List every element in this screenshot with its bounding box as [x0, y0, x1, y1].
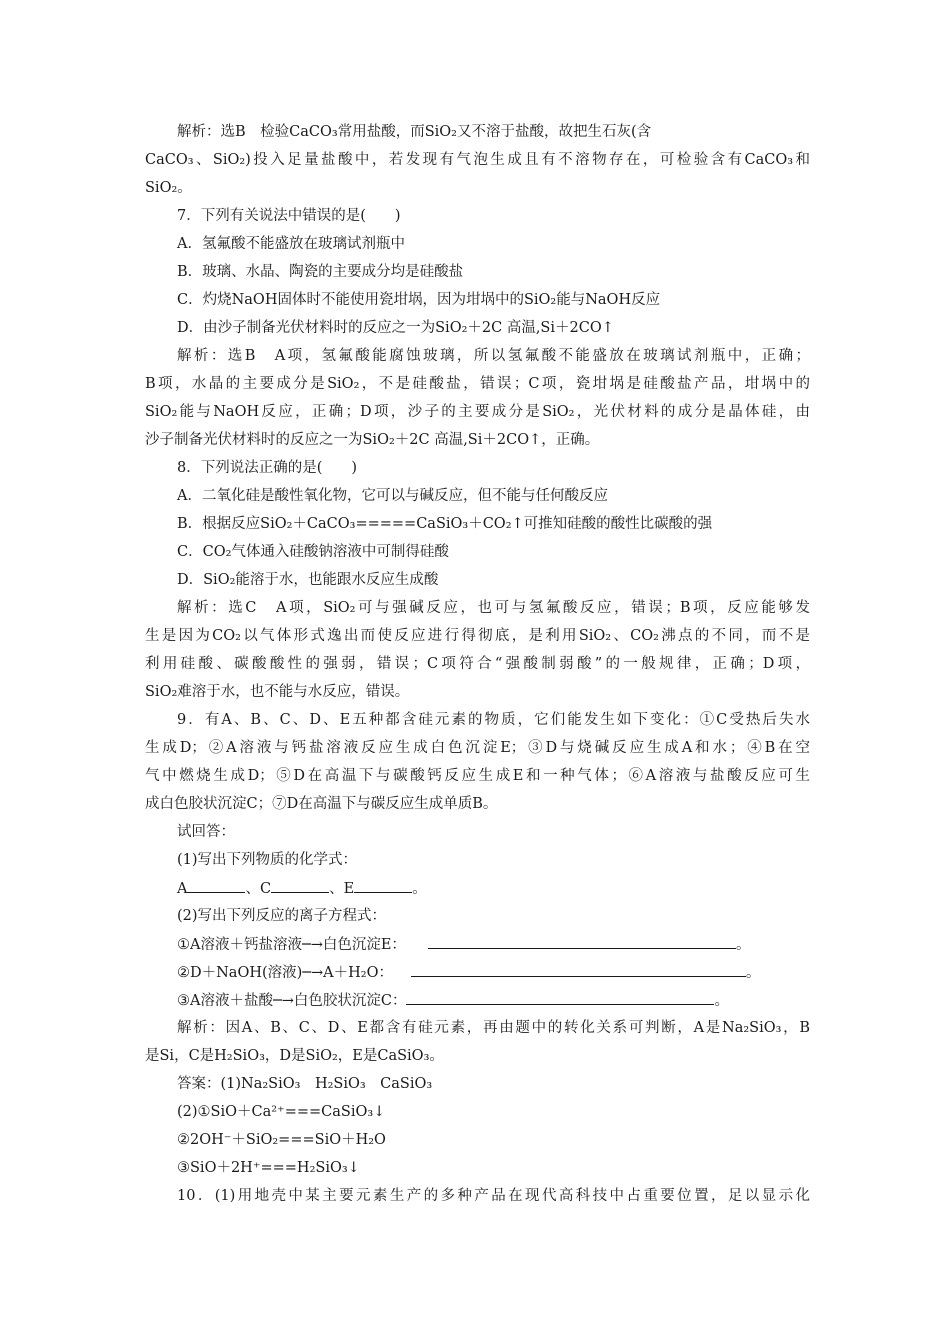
option-d: D．SiO₂能溶于水，也能跟水反应生成酸: [177, 572, 439, 588]
option-d: D．由沙子制备光伏材料时的反应之一为SiO₂＋2C 高温,Si＋2CO↑: [177, 320, 614, 336]
period: 。: [714, 993, 729, 1009]
equation-fill-line-1: [177, 934, 810, 955]
answer-blank-c[interactable]: [271, 878, 329, 893]
text-line: 沙子制备光伏材料时的反应之一为SiO₂＋2C 高温,Si＋2CO↑，正确。: [145, 432, 600, 448]
text-line: 成白色胶状沉淀C；⑦D在高温下与碳反应生成单质B。: [145, 796, 498, 812]
question-7-stem: 7．下列有关说法中错误的是( ): [177, 208, 401, 224]
text-line: SiO₂能与NaOH反应，正确；D项，沙子的主要成分是SiO₂，光伏材料的成分是晶体硅，由: [145, 404, 810, 420]
fill-label-a: A: [177, 881, 188, 897]
sub-question-2: (2)写出下列反应的离子方程式：: [177, 908, 387, 924]
text-line: 解析：选B A项，氢氟酸能腐蚀玻璃，所以氢氟酸不能盛放在玻璃试剂瓶中，正确；: [177, 348, 810, 364]
answer-line: (2)①SiO＋Ca²⁺===CaSiO₃↓: [177, 1104, 386, 1120]
text-line: 试回答：: [177, 824, 235, 840]
answer-line: 答案：(1)Na₂SiO₃ H₂SiO₃ CaSiO₃: [177, 1076, 433, 1092]
equation-label: ③A溶液＋盐酸─→白色胶状沉淀C：: [177, 993, 407, 1009]
fill-label-c: 、C: [245, 881, 272, 897]
option-c: C．CO₂气体通入硅酸钠溶液中可制得硅酸: [177, 544, 449, 560]
option-b: B．玻璃、水晶、陶瓷的主要成分均是硅酸盐: [177, 264, 464, 280]
text-line: 解析：选B 检验CaCO₃常用盐酸，而SiO₂又不溶于盐酸，故把生石灰(含: [177, 124, 652, 140]
text-line: 生成D；②A溶液与钙盐溶液反应生成白色沉淀E；③D与烧碱反应生成A和水；④B在空: [145, 740, 810, 756]
text-line: 解析：选C A项，SiO₂可与强碱反应，也可与氢氟酸反应，错误；B项，反应能够发: [177, 600, 810, 616]
period: 。: [746, 965, 761, 981]
text-line: B项，水晶的主要成分是SiO₂，不是硅酸盐，错误；C项，瓷坩埚是硅酸盐产品，坩埚中的: [145, 376, 810, 392]
text-line: 是Si，C是H₂SiO₃，D是SiO₂，E是CaSiO₃。: [145, 1048, 444, 1064]
text-line: 气中燃烧生成D；⑤D在高温下与碳酸钙反应生成E和一种气体；⑥A溶液与盐酸反应可生: [145, 768, 810, 784]
answer-blank-equation-2[interactable]: [411, 962, 746, 977]
option-a: A．氢氟酸不能盛放在玻璃试剂瓶中: [177, 236, 405, 252]
period: 。: [735, 937, 751, 953]
answer-blank-equation-3[interactable]: [406, 990, 714, 1005]
text-line: SiO₂难溶于水，也不能与水反应，错误。: [145, 684, 410, 700]
answer-blank-equation-1[interactable]: [428, 934, 736, 949]
period: 。: [412, 881, 427, 897]
answer-blank-a[interactable]: [187, 878, 245, 893]
sub-question-1: (1)写出下列物质的化学式：: [177, 852, 358, 868]
equation-label: ②D＋NaOH(溶液)─→A＋H₂O：: [177, 965, 393, 981]
equation-fill-line-3: [177, 990, 810, 1011]
text-line: SiO₂。: [145, 180, 192, 196]
equation-fill-line-2: [177, 962, 810, 983]
answer-line: ②2OH⁻＋SiO₂===SiO＋H₂O: [177, 1132, 386, 1148]
text-line: CaCO₃、SiO₂)投入足量盐酸中，若发现有气泡生成且有不溶物存在，可检验含有CaCO₃和: [145, 152, 810, 168]
question-9-stem: 9．有A、B、C、D、E五种都含硅元素的物质，它们能发生如下变化：①C受热后失水: [177, 712, 810, 728]
text-line: 生是因为CO₂以气体形式逸出而使反应进行得彻底，是利用SiO₂、CO₂沸点的不同，而不是: [145, 628, 810, 644]
formula-fill-line: [177, 878, 810, 899]
option-c: C．灼烧NaOH固体时不能使用瓷坩埚，因为坩埚中的SiO₂能与NaOH反应: [177, 292, 661, 308]
option-a: A．二氧化硅是酸性氧化物，它可以与碱反应，但不能与任何酸反应: [177, 488, 608, 504]
option-b: B．根据反应SiO₂＋CaCO₃=====CaSiO₃＋CO₂↑可推知硅酸的酸性比碳酸的强: [177, 516, 713, 532]
question-10-stem: 10．(1)用地壳中某主要元素生产的多种产品在现代高科技中占重要位置，足以显示化: [177, 1188, 810, 1204]
text-line: 解析：因A、B、C、D、E都含有硅元素，再由题中的转化关系可判断，A是Na₂SiO₃，B: [177, 1020, 810, 1036]
answer-blank-e[interactable]: [354, 878, 412, 893]
question-8-stem: 8．下列说法正确的是( ): [177, 460, 358, 476]
answer-line: ③SiO＋2H⁺===H₂SiO₃↓: [177, 1160, 360, 1176]
text-line: 利用硅酸、碳酸酸性的强弱，错误；C项符合“强酸制弱酸”的一般规律，正确；D项，: [145, 656, 810, 672]
fill-label-e: 、E: [329, 881, 355, 897]
equation-label: ①A溶液＋钙盐溶液─→白色沉淀E：: [177, 937, 406, 953]
